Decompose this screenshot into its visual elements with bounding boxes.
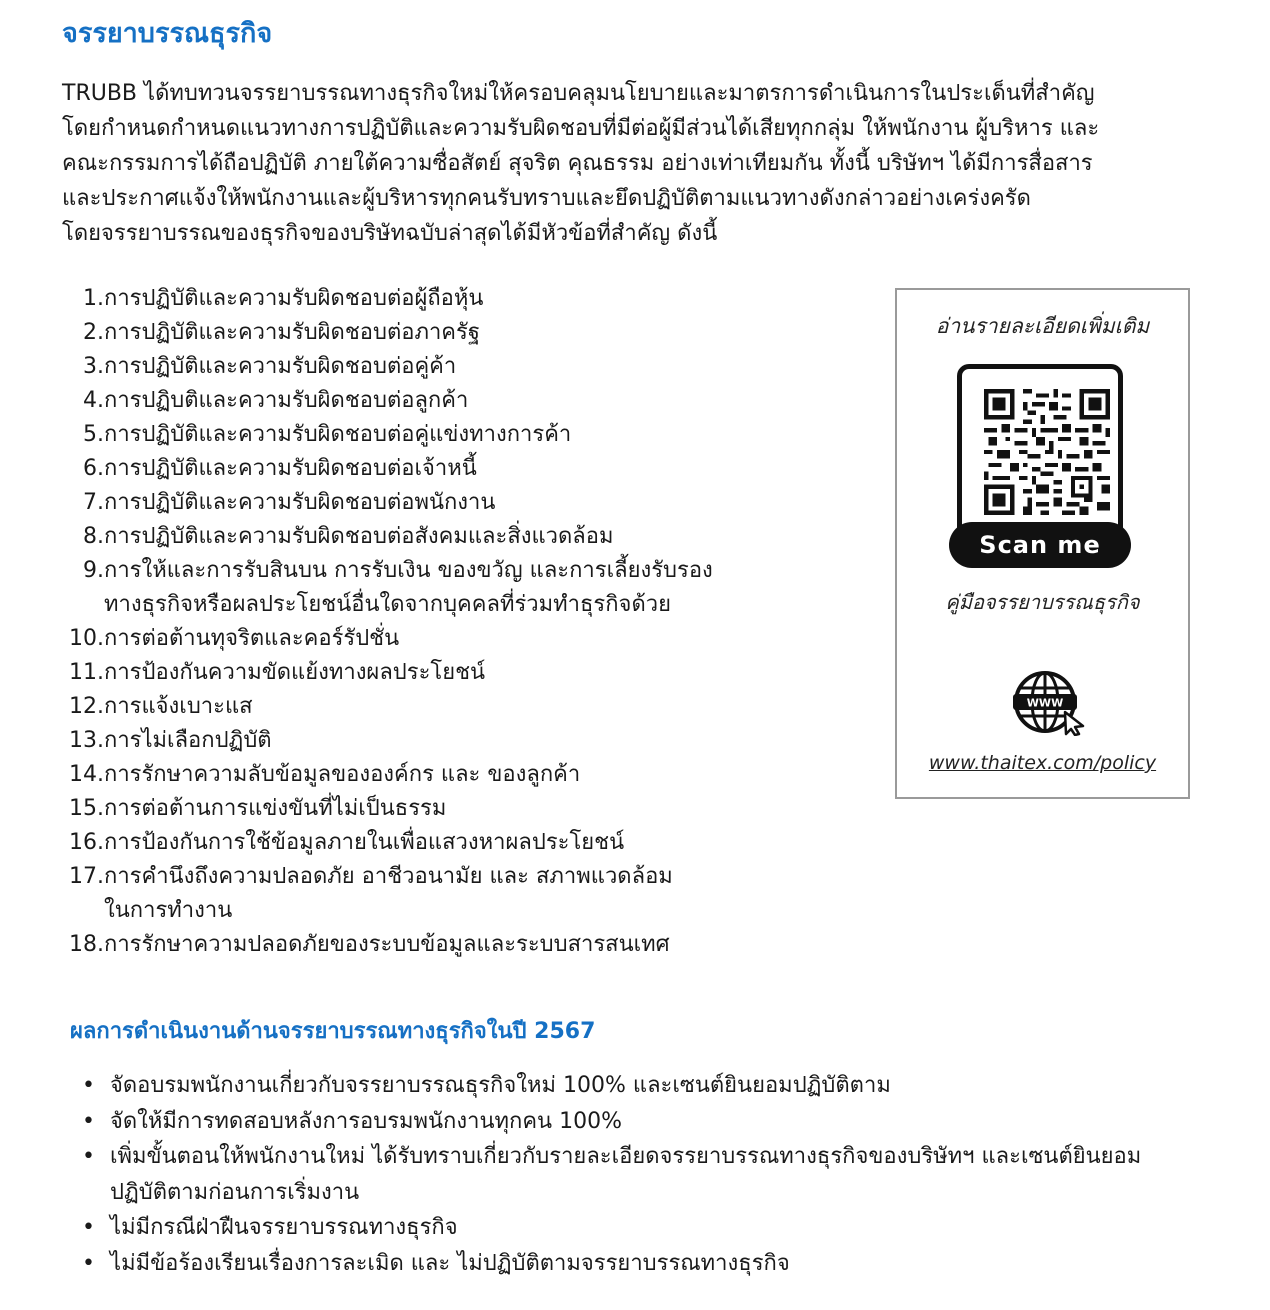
topic-item: [62, 384, 882, 418]
topic-number: 4.: [83, 388, 104, 413]
topic-text: การต่อต้านทุจริตและคอร์รัปชั่น: [104, 626, 400, 651]
topic-number: 3.: [83, 354, 104, 379]
qr-scan-badge[interactable]: [949, 364, 1135, 570]
topic-item: [62, 860, 882, 928]
topic-item: [62, 520, 882, 554]
topic-number: 2.: [83, 320, 104, 345]
bullet: •: [82, 1215, 95, 1240]
topic-item: [62, 350, 882, 384]
topic-item: [62, 758, 882, 792]
topic-item: [62, 418, 882, 452]
bullet: •: [82, 1250, 95, 1276]
bullet: •: [82, 1108, 95, 1134]
result-item: [72, 1139, 1202, 1210]
result-text: เพิ่มขั้นตอนให้พนักงานใหม่ ได้รับทราบเกี่ยวกับรายละเอียดจรรยาบรรณทางธุรกิจของบริษัทฯ และเซนต์ยินยอม ปฏิบัติตามก่อนการเริ่มงาน: [110, 1144, 1142, 1205]
qr-frame: [957, 364, 1123, 540]
topic-number: 18.: [69, 932, 104, 957]
topic-item: [62, 486, 882, 520]
topic-item: [62, 928, 882, 962]
topic-text: การแจ้งเบาะแส: [104, 694, 253, 719]
intro-line: โดยจรรยาบรรณของธุรกิจของบริษัทฉบับล่าสุดได้มีหัวข้อที่สำคัญ ดังนี้: [62, 221, 718, 246]
topic-number: 13.: [69, 728, 104, 753]
topic-text: การปฏิบติและความรับผิดชอบต่อลูกค้า: [104, 388, 469, 413]
topic-text: การรักษาความลับข้อมูลขององค์กร และ ของลูกค้า: [104, 762, 581, 787]
intro-line: และประกาศแจ้งให้พนักงานและผู้บริหารทุกคนรับทราบและยึดปฏิบัติตามแนวทางดังกล่าวอย่างเคร่งครัด: [62, 186, 1031, 211]
topic-number: 17.: [69, 864, 104, 889]
result-text: ไม่มีกรณีฝ่าฝืนจรรยาบรรณทางธุรกิจ: [110, 1215, 458, 1240]
result-text: จัดให้มีการทดสอบหลังการอบรมพนักงานทุกคน 100%: [110, 1108, 622, 1134]
topic-text: การปฏิบัติและความรับผิดชอบต่อภาครัฐ: [104, 320, 480, 345]
topic-item: [62, 656, 882, 690]
topic-item: [62, 792, 882, 826]
topic-item: [62, 316, 882, 350]
topic-text: การรักษาความปลอดภัยของระบบข้อมูลและระบบสารสนเทศ: [104, 932, 670, 957]
topic-item: [62, 724, 882, 758]
result-text: ไม่มีข้อร้องเรียนเรื่องการละเมิด และ ไม่ปฏิบัติตามจรรยาบรรณทางธุรกิจ: [110, 1250, 790, 1276]
topic-item: [62, 282, 882, 316]
topic-number: 14.: [69, 762, 104, 787]
topic-item: [62, 622, 882, 656]
topic-number: 1.: [83, 286, 104, 311]
topic-text: การปฏิบัติและความรับผิดชอบต่อผู้ถือหุ้น: [104, 286, 484, 311]
topic-number: 16.: [69, 830, 104, 855]
topic-number: 9.: [83, 558, 104, 583]
topic-item: [62, 452, 882, 486]
topic-text: การป้องกันความขัดแย้งทางผลประโยชน์: [104, 660, 486, 685]
result-item: [72, 1246, 1202, 1282]
bullet: •: [82, 1144, 95, 1169]
scan-me-label: Scan me: [949, 522, 1131, 568]
intro-line: คณะกรรมการได้ถือปฏิบัติ ภายใต้ความซื่อสัตย์ สุจริต คุณธรรม อย่างเท่าเทียมกัน ทั้งนี้ บริษัทฯ ได้มีการสื่อสาร: [62, 151, 1093, 176]
topic-number: 12.: [69, 694, 104, 719]
qr-code-icon[interactable]: [984, 389, 1110, 515]
topic-text: การไม่เลือกปฏิบัติ: [104, 728, 272, 753]
result-item: [72, 1104, 1202, 1140]
page-title: จรรยาบรรณธุรกิจ: [62, 18, 273, 49]
topic-text: การปฏิบัติและความรับผิดชอบต่อเจ้าหนี้: [104, 456, 477, 481]
www-badge-text: WWW: [1026, 696, 1064, 710]
topic-number: 11.: [69, 660, 104, 685]
read-more-label: อ่านรายละเอียดเพิ่มเติม: [935, 314, 1150, 338]
qr-caption: คู่มือจรรยาบรรณธุรกิจ: [945, 590, 1140, 614]
topic-number: 10.: [69, 626, 104, 651]
intro-line: โดยกำหนดกำหนดแนวทางการปฏิบัติและความรับผิดชอบที่มีต่อผู้มีส่วนได้เสียทุกกลุ่ม ให้พนักงาน ผู้บริหาร และ: [62, 116, 1100, 141]
topic-text: การคำนึงถึงความปลอดภัย อาชีวอนามัย และ สภาพแวดล้อม ในการทำงาน: [104, 864, 673, 923]
results-list: [72, 1068, 1202, 1281]
qr-info-panel: [895, 288, 1190, 799]
topic-number: 5.: [83, 422, 104, 447]
topic-number: 7.: [83, 490, 104, 515]
topic-text: การป้องกันการใช้ข้อมูลภายในเพื่อแสวงหาผลประโยชน์: [104, 830, 625, 855]
bullet: •: [82, 1073, 95, 1098]
intro-paragraph: [62, 76, 1172, 251]
ethics-topic-list: [62, 282, 882, 962]
result-text: จัดอบรมพนักงานเกี่ยวกับจรรยาบรรณธุรกิจใหม่ 100% และเซนต์ยินยอมปฏิบัติตาม: [110, 1073, 891, 1098]
topic-text: การต่อต้านการแข่งขันที่ไม่เป็นธรรม: [104, 796, 447, 821]
topic-text: การปฏิบัติและความรับผิดชอบต่อสังคมและสิ่งแวดล้อม: [104, 524, 614, 549]
topic-text: การให้และการรับสินบน การรับเงิน ของขวัญ และการเลี้ยงรับรอง ทางธุรกิจหรือผลประโยชน์อื่นใดจากบุคคลที่ร่วมทำธุรกิจด้วย: [104, 558, 713, 617]
topic-item: [62, 826, 882, 860]
results-heading: ผลการดำเนินงานด้านจรรยาบรรณทางธุรกิจในปี 2567: [70, 1019, 596, 1044]
topic-item: [62, 554, 882, 622]
globe-www-icon: [1013, 670, 1085, 736]
policy-url-link[interactable]: www.thaitex.com/policy: [928, 752, 1157, 774]
result-item: [72, 1210, 1202, 1246]
topic-text: การปฏิบัติและความรับผิดชอบต่อคู่ค้า: [104, 354, 457, 379]
topic-number: 8.: [83, 524, 104, 549]
result-item: [72, 1068, 1202, 1104]
topic-item: [62, 690, 882, 724]
topic-text: การปฏิบัติและความรับผิดชอบต่อคู่แข่งทางการค้า: [104, 422, 572, 447]
topic-number: 15.: [69, 796, 104, 821]
topic-text: การปฏิบัติและความรับผิดชอบต่อพนักงาน: [104, 490, 496, 515]
intro-line: TRUBB ได้ทบทวนจรรยาบรรณทางธุรกิจใหม่ให้ครอบคลุมนโยบายและมาตรการดำเนินการในประเด็นที่สำคัญ: [62, 81, 1095, 106]
topic-number: 6.: [83, 456, 104, 481]
